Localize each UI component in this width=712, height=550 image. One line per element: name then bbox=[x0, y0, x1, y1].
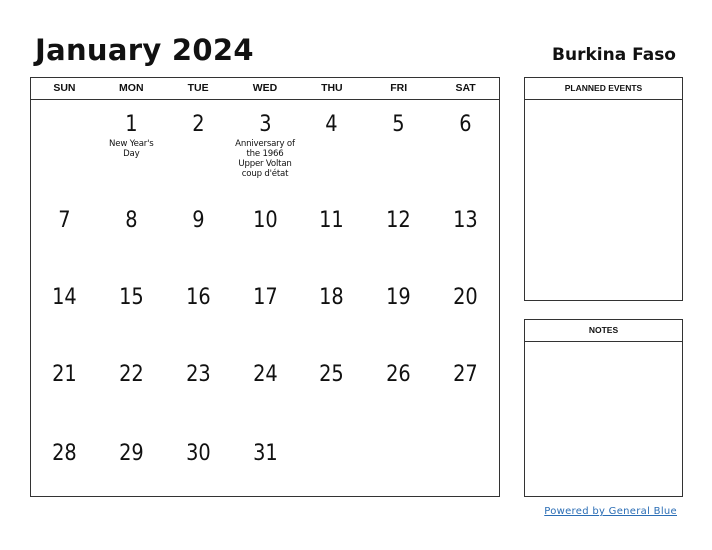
weekday-sun: SUN bbox=[53, 82, 76, 94]
day-number: 23 bbox=[185, 362, 211, 387]
day-cell bbox=[365, 348, 432, 427]
day-cell bbox=[98, 194, 165, 271]
day-cell bbox=[98, 348, 165, 427]
notes-panel bbox=[524, 319, 683, 497]
day-cell bbox=[298, 427, 365, 497]
planned-events-panel bbox=[524, 77, 683, 301]
calendar-weeks bbox=[31, 100, 499, 497]
day-number: 26 bbox=[386, 362, 412, 387]
day-cell bbox=[165, 427, 232, 497]
day-number: 30 bbox=[185, 441, 211, 466]
day-cell bbox=[31, 100, 98, 194]
day-cell bbox=[165, 194, 232, 271]
calendar-week-row bbox=[31, 271, 499, 348]
calendar-week-row bbox=[31, 194, 499, 271]
day-cell bbox=[432, 100, 499, 194]
day-cell bbox=[232, 100, 299, 194]
day-cell bbox=[365, 271, 432, 348]
weekday-wed: WED bbox=[252, 82, 278, 94]
day-cell bbox=[31, 348, 98, 427]
day-number: 17 bbox=[252, 285, 278, 310]
day-number: 14 bbox=[52, 285, 77, 310]
day-number: 11 bbox=[319, 208, 345, 233]
day-cell bbox=[432, 271, 499, 348]
day-number: 15 bbox=[118, 285, 144, 310]
day-cell bbox=[432, 348, 499, 427]
weekday-mon: MON bbox=[119, 82, 144, 94]
day-cell bbox=[31, 271, 98, 348]
calendar-week-row bbox=[31, 348, 499, 427]
day-cell bbox=[31, 194, 98, 271]
day-cell bbox=[165, 100, 232, 194]
calendar-grid bbox=[30, 77, 500, 497]
day-number: 10 bbox=[252, 208, 278, 233]
weekday-tue: TUE bbox=[187, 82, 209, 94]
day-cell bbox=[98, 427, 165, 497]
day-number: 31 bbox=[252, 441, 278, 466]
day-number: 19 bbox=[386, 285, 412, 310]
day-number: 9 bbox=[191, 208, 205, 233]
calendar-week-row bbox=[31, 427, 499, 497]
day-cell bbox=[432, 427, 499, 497]
day-number: 21 bbox=[52, 362, 77, 387]
day-cell bbox=[298, 194, 365, 271]
weekday-fri: FRI bbox=[390, 82, 408, 94]
day-number: 24 bbox=[252, 362, 278, 387]
day-number: 27 bbox=[453, 362, 478, 387]
day-number: 5 bbox=[392, 112, 405, 137]
day-cell bbox=[298, 271, 365, 348]
day-number: 4 bbox=[325, 112, 339, 137]
day-number: 8 bbox=[125, 208, 138, 233]
day-cell bbox=[232, 348, 299, 427]
day-number: 1 bbox=[125, 112, 138, 137]
day-cell bbox=[298, 348, 365, 427]
day-cell bbox=[98, 100, 165, 194]
day-cell bbox=[98, 271, 165, 348]
day-cell bbox=[232, 194, 299, 271]
day-number: 6 bbox=[459, 112, 472, 137]
day-number: 3 bbox=[258, 112, 272, 137]
weekday-header-row bbox=[31, 78, 499, 100]
day-number: 2 bbox=[191, 112, 205, 137]
day-cell bbox=[31, 427, 98, 497]
country-name: Burkina Faso bbox=[552, 45, 676, 65]
day-cell bbox=[232, 427, 299, 497]
page-title: January 2024 bbox=[35, 33, 254, 67]
notes-title: NOTES bbox=[525, 320, 682, 342]
day-number: 12 bbox=[386, 208, 412, 233]
day-cell bbox=[298, 100, 365, 194]
planned-events-title: PLANNED EVENTS bbox=[525, 78, 682, 100]
day-number: 7 bbox=[58, 208, 71, 233]
day-number: 29 bbox=[118, 441, 144, 466]
day-cell bbox=[165, 348, 232, 427]
weekday-sat: SAT bbox=[455, 82, 476, 94]
day-cell bbox=[365, 100, 432, 194]
day-number: 20 bbox=[453, 285, 478, 310]
holiday-label: Anniversary of the 1966 Upper Voltan coup d'état bbox=[235, 139, 295, 179]
day-number: 22 bbox=[118, 362, 144, 387]
calendar-week-row bbox=[31, 100, 499, 194]
day-number: 28 bbox=[52, 441, 77, 466]
day-number: 18 bbox=[319, 285, 345, 310]
day-number: 16 bbox=[185, 285, 211, 310]
day-cell bbox=[365, 427, 432, 497]
weekday-thu: THU bbox=[321, 82, 343, 94]
day-number: 13 bbox=[453, 208, 478, 233]
day-cell bbox=[165, 271, 232, 348]
day-cell bbox=[432, 194, 499, 271]
day-number: 25 bbox=[319, 362, 345, 387]
day-cell bbox=[232, 271, 299, 348]
holiday-label: New Year's Day bbox=[109, 139, 154, 159]
powered-by-link[interactable]: Powered by General Blue bbox=[544, 506, 677, 517]
day-cell bbox=[365, 194, 432, 271]
